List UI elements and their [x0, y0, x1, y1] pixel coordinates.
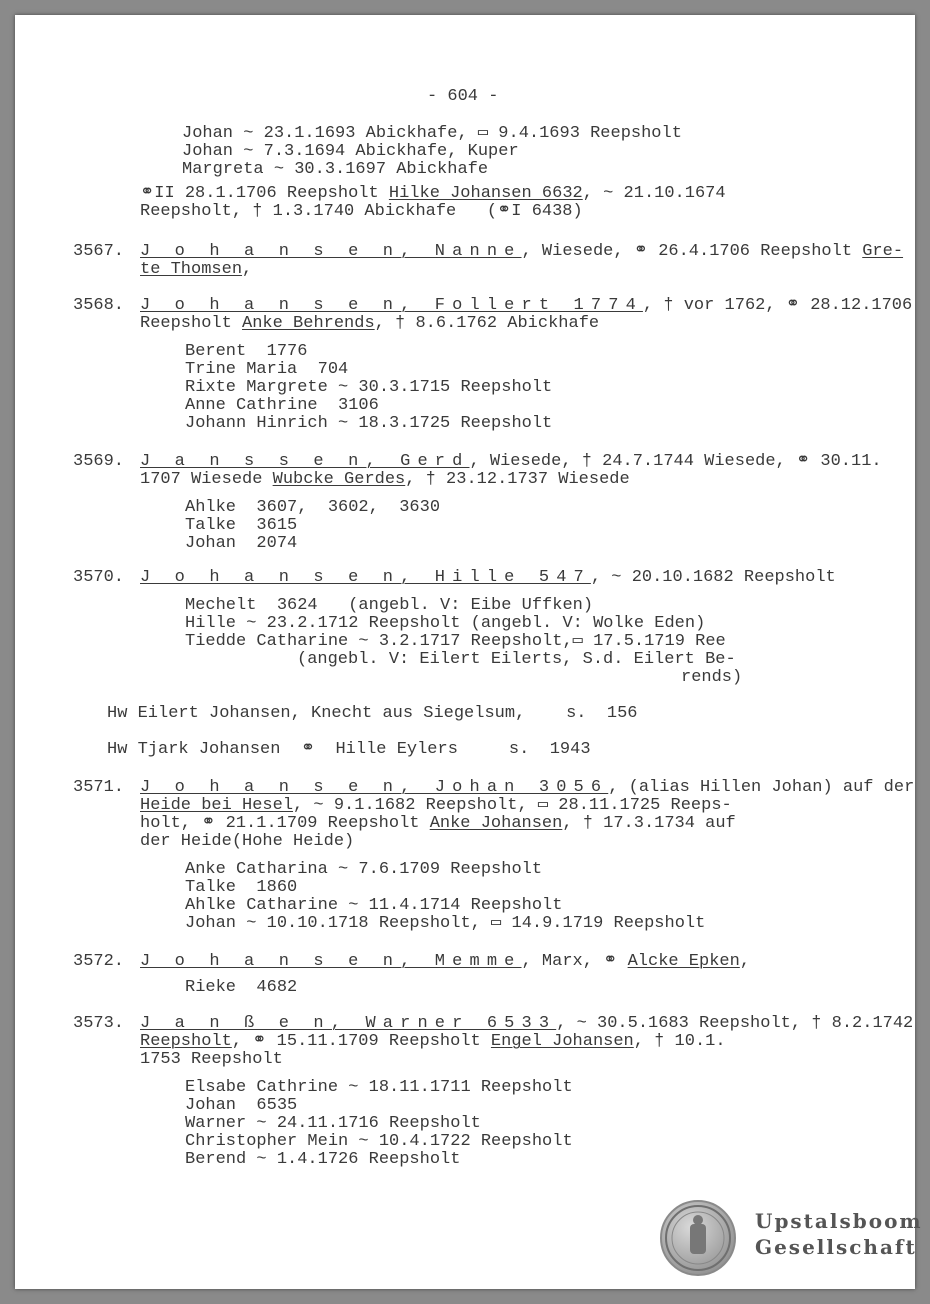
entry-name: J o h a n s e n, Nanne	[140, 242, 522, 261]
page-number: - 604 -	[427, 87, 499, 106]
entry-line: J o h a n s e n, Follert 1774, † vor 1762, ⚭ 28.12.1706	[140, 296, 913, 315]
seal-icon	[660, 1200, 736, 1276]
child-line: Johan 6535	[185, 1096, 298, 1115]
child-line: Johan ~ 23.1.1693 Abickhafe, ▭ 9.4.1693 Reepsholt	[182, 124, 682, 143]
child-line: Johann Hinrich ~ 18.3.1725 Reepsholt	[185, 414, 553, 433]
child-line: Ahlke 3607, 3602, 3630	[185, 498, 441, 517]
entry-name: J a n ß e n, Warner 6533	[140, 1014, 557, 1033]
marriage-line: Reepsholt, † 1.3.1740 Abickhafe (⚭I 6438)	[140, 202, 583, 221]
child-line: Warner ~ 24.11.1716 Reepsholt	[185, 1114, 481, 1133]
child-line: Berend ~ 1.4.1726 Reepsholt	[185, 1150, 461, 1169]
child-line: Mechelt 3624 (angebl. V: Eibe Uffken)	[185, 596, 594, 615]
entry-number: 3567.	[73, 242, 125, 261]
entry-line: J o h a n s e n, Nanne, Wiesede, ⚭ 26.4.1706 Reepsholt Gre-	[140, 242, 904, 261]
entry-line: Reepsholt Anke Behrends, † 8.6.1762 Abickhafe	[140, 314, 600, 333]
child-line: Talke 3615	[185, 516, 298, 535]
entry-line: Reepsholt, ⚭ 15.11.1709 Reepsholt Engel Johansen, † 10.1.	[140, 1032, 726, 1051]
child-line: Anke Catharina ~ 7.6.1709 Reepsholt	[185, 860, 543, 879]
entry-name: J o h a n s e n, Memme	[140, 952, 522, 971]
entry-line: der Heide(Hohe Heide)	[140, 832, 355, 851]
child-line: Berent 1776	[185, 342, 308, 361]
child-line: Talke 1860	[185, 878, 298, 897]
logo-text: Upstalsboom Gesellschaft	[755, 1209, 923, 1259]
child-line: Johan ~ 7.3.1694 Abickhafe, Kuper	[182, 142, 519, 161]
entry-name: J o h a n s e n, Hille 547	[140, 568, 591, 587]
spouse-name: Anke Behrends	[242, 314, 375, 333]
child-line: Anne Cathrine 3106	[185, 396, 379, 415]
spouse-name: Wubcke Gerdes	[272, 470, 406, 489]
entry-line: te Thomsen,	[140, 260, 253, 279]
entry-line: J a n ß e n, Warner 6533, ~ 30.5.1683 Reepsholt, † 8.2.1742	[140, 1014, 914, 1033]
entry-name: J o h a n s e n, Follert 1774	[140, 296, 643, 315]
entry-number: 3569.	[73, 452, 125, 471]
entry-line: 1753 Reepsholt	[140, 1050, 283, 1069]
upstalsboom-logo	[660, 1200, 923, 1280]
child-line: Hille ~ 23.2.1712 Reepsholt (angebl. V: Wolke Eden)	[185, 614, 706, 633]
child-line: Johan 2074	[185, 534, 298, 553]
entry-name: J o h a n s e n, Johan 3056	[140, 778, 609, 797]
child-line: Tiedde Catharine ~ 3.2.1717 Reepsholt,▭ 17.5.1719 Ree	[185, 632, 726, 651]
entry-line: Heide bei Hesel, ~ 9.1.1682 Reepsholt, ▭ 28.11.1725 Reeps-	[140, 796, 732, 815]
entry-line: holt, ⚭ 21.1.1709 Reepsholt Anke Johansen, † 17.3.1734 auf	[140, 814, 736, 833]
entry-line: J o h a n s e n, Johan 3056, (alias Hillen Johan) auf der	[140, 778, 915, 797]
entry-number: 3570.	[73, 568, 125, 587]
child-line: Christopher Mein ~ 10.4.1722 Reepsholt	[185, 1132, 573, 1151]
child-line: Johan ~ 10.10.1718 Reepsholt, ▭ 14.9.1719 Reepsholt	[185, 914, 706, 933]
child-line: Rieke 4682	[185, 978, 298, 997]
entry-number: 3573.	[73, 1014, 125, 1033]
marriage-line: ⚭II 28.1.1706 Reepsholt Hilke Johansen 6632, ~ 21.10.1674	[140, 184, 726, 203]
entry-number: 3568.	[73, 296, 125, 315]
child-line: Margreta ~ 30.3.1697 Abickhafe	[182, 160, 489, 179]
entry-line: J a n s s e n, Gerd, Wiesede, † 24.7.1744 Wiesede, ⚭ 30.11.	[140, 452, 882, 471]
child-line: rends)	[681, 668, 743, 687]
spouse-name: Engel Johansen	[490, 1032, 634, 1051]
spouse-name: Anke Johansen	[429, 814, 563, 833]
entry-number: 3571.	[73, 778, 125, 797]
entry-line: J o h a n s e n, Hille 547, ~ 20.10.1682 Reepsholt	[140, 568, 836, 587]
spouse-name: Hilke Johansen 6632	[388, 184, 583, 203]
entry-line: J o h a n s e n, Memme, Marx, ⚭ Alcke Epken,	[140, 952, 751, 971]
reference-line: Hw Tjark Johansen ⚭ Hille Eylers s. 1943	[107, 740, 591, 759]
child-line: Trine Maria 704	[185, 360, 349, 379]
reference-line: Hw Eilert Johansen, Knecht aus Siegelsum, s. 156	[107, 704, 638, 723]
entry-line: 1707 Wiesede Wubcke Gerdes, † 23.12.1737 Wiesede	[140, 470, 630, 489]
spouse-name: te Thomsen	[140, 260, 243, 279]
child-line: (angebl. V: Eilert Eilerts, S.d. Eilert Be-	[297, 650, 736, 669]
child-line: Rixte Margrete ~ 30.3.1715 Reepsholt	[185, 378, 553, 397]
entry-name: J a n s s e n, Gerd	[140, 452, 470, 471]
child-line: Elsabe Cathrine ~ 18.11.1711 Reepsholt	[185, 1078, 573, 1097]
entry-number: 3572.	[73, 952, 125, 971]
child-line: Ahlke Catharine ~ 11.4.1714 Reepsholt	[185, 896, 563, 915]
spouse-name: Alcke Epken	[627, 952, 740, 971]
document-page	[15, 15, 923, 1289]
